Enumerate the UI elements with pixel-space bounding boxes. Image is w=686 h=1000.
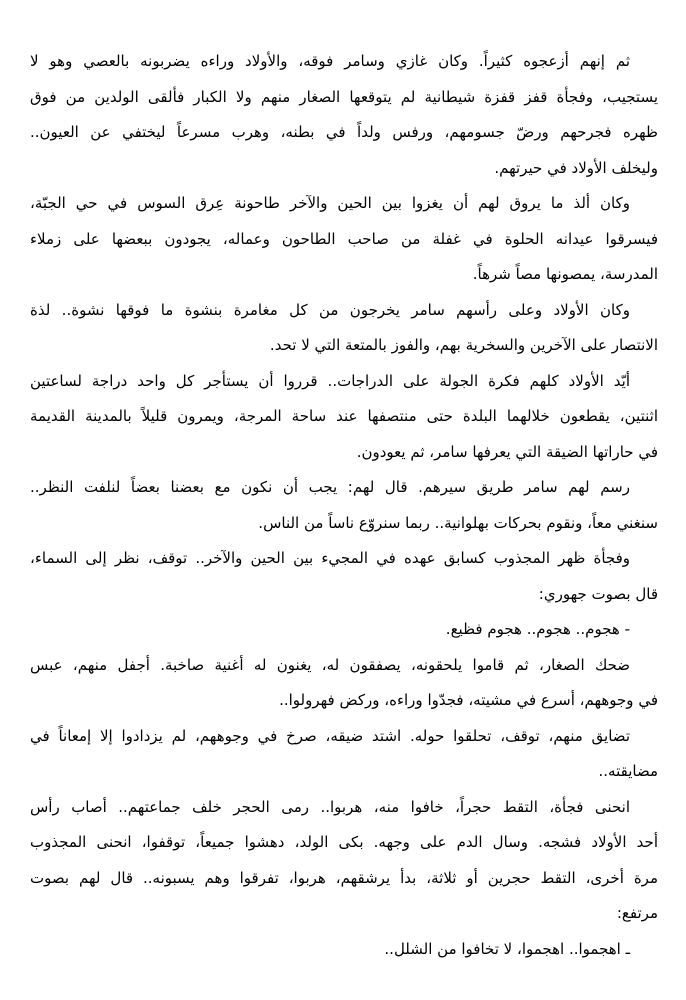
text-line: ثم إنهم أزعجوه كثيراً. وكان غازي وسامر فوقه، والأولاد وراءه يضربونه بالعصي وهو لا [30,52,630,70]
paragraph [30,44,658,186]
text-line: ـ اهجموا.. اهجموا، لا تخافوا من الشلل.. [384,939,630,958]
text-line: وكان الأولاد وعلى رأسهم سامر يخرجون من كل مغامرة بنشوة ما فوقها نشوة.. لذة [30,300,630,319]
text-line: في حاراتها الضيقة التي يعرفها سامر، ثم يعودون. [356,442,658,461]
text-line: مضايقته.. [598,762,658,780]
paragraph [30,932,658,968]
text-line: اثنتين، يقطعون خلالهما البلدة حتى منتصفها عند ساحة المرجة، ويمرون قليلاً بالمدينة القديمة [30,407,658,425]
text-line: وليخلف الأولاد في حيرتهم. [494,158,658,177]
text-line: يستجيب، وفجأة قفز قفزة شيطانية لم يتوقعها الصغار منهم ولا الكبار فألقى الولدين من فوق [30,87,658,106]
paragraph [30,364,658,471]
text-line: ضحك الصغار، ثم قاموا يلحقونه، يصفقون له، يغنون له أغنية صاخبة. أجفل منهم، عبس [30,655,630,674]
paragraph [30,719,658,790]
paragraph [30,790,658,932]
text-line: مرتفع: [616,904,658,922]
text-line: سنغني معاً، ونقوم بحركات بهلوانية.. ربما سنروّع ناساً من الناس. [258,513,658,532]
text-line: فيسرقوا عيدانه الحلوة في غفلة من صاحب الطاحون وعماله، يجودون ببعضها على زملاء [30,229,658,248]
paragraph [30,186,658,293]
text-line: - هجوم.. هجوم.. هجوم فظيع. [445,620,630,638]
text-line: وفجأة ظهر المجذوب كسابق عهده في المجيء بين الحين والآخر.. توقف، نظر إلى السماء، [30,549,630,567]
text-line: ظهره فجرحهم ورضّ جسومهم، ورفس ولداً في بطنه، وهرب مسرعاً ليختفي عن العيون.. [30,123,658,141]
text-line: رسم لهم سامر طريق سيرهم. قال لهم: يجب أن نكون مع بعضنا بعضاً لنلفت النظر.. [30,478,630,496]
paragraph [30,612,658,648]
text-line: الانتصار على الآخرين والسخرية بهم، والفوز بالمتعة التي لا تحد. [269,336,658,354]
paragraph [30,293,658,364]
document-body [30,44,658,967]
paragraph [30,470,658,541]
text-line: مرة أخرى، التقط حجرين أو ثلاثة، بدأ يرشقهم، هربوا، تفرقوا وهم يسبونه.. قال لهم بصوت [30,868,658,887]
text-line: وكان ألذ ما يروق لهم أن يغزوا بين الحين والآخر طاحونة عِرق السوس في حي الجبّة، [30,194,630,212]
text-line: في وجوههم، أسرع في مشيته، فجدّوا وراءه، وركض فهرولوا.. [279,691,658,709]
text-line: أحد الأولاد فشجه. وسال الدم على وجهه. بكى الولد، دهشوا جميعاً، توقفوا، انحنى المجذوب [30,833,658,851]
text-line: أيّد الأولاد كلهم فكرة الجولة على الدراجات.. قرروا أن يستأجر كل واحد دراجة لساعتين [30,371,630,390]
paragraph [30,648,658,719]
paragraph [30,541,658,612]
text-line: تضايق منهم، توقف، تحلقوا حوله. اشتد ضيقه، صرخ في وجوههم، لم يزدادوا إلا إمعاناً في [30,726,630,745]
text-line: قال بصوت جهوري: [538,584,658,603]
text-line: انحنى فجأة، التقط حجراً، خافوا منه، هربوا.. رمى الحجر خلف جماعتهم.. أصاب رأس [30,797,630,816]
text-line: المدرسة، يمصونها مصاً شرهاً. [472,265,658,283]
